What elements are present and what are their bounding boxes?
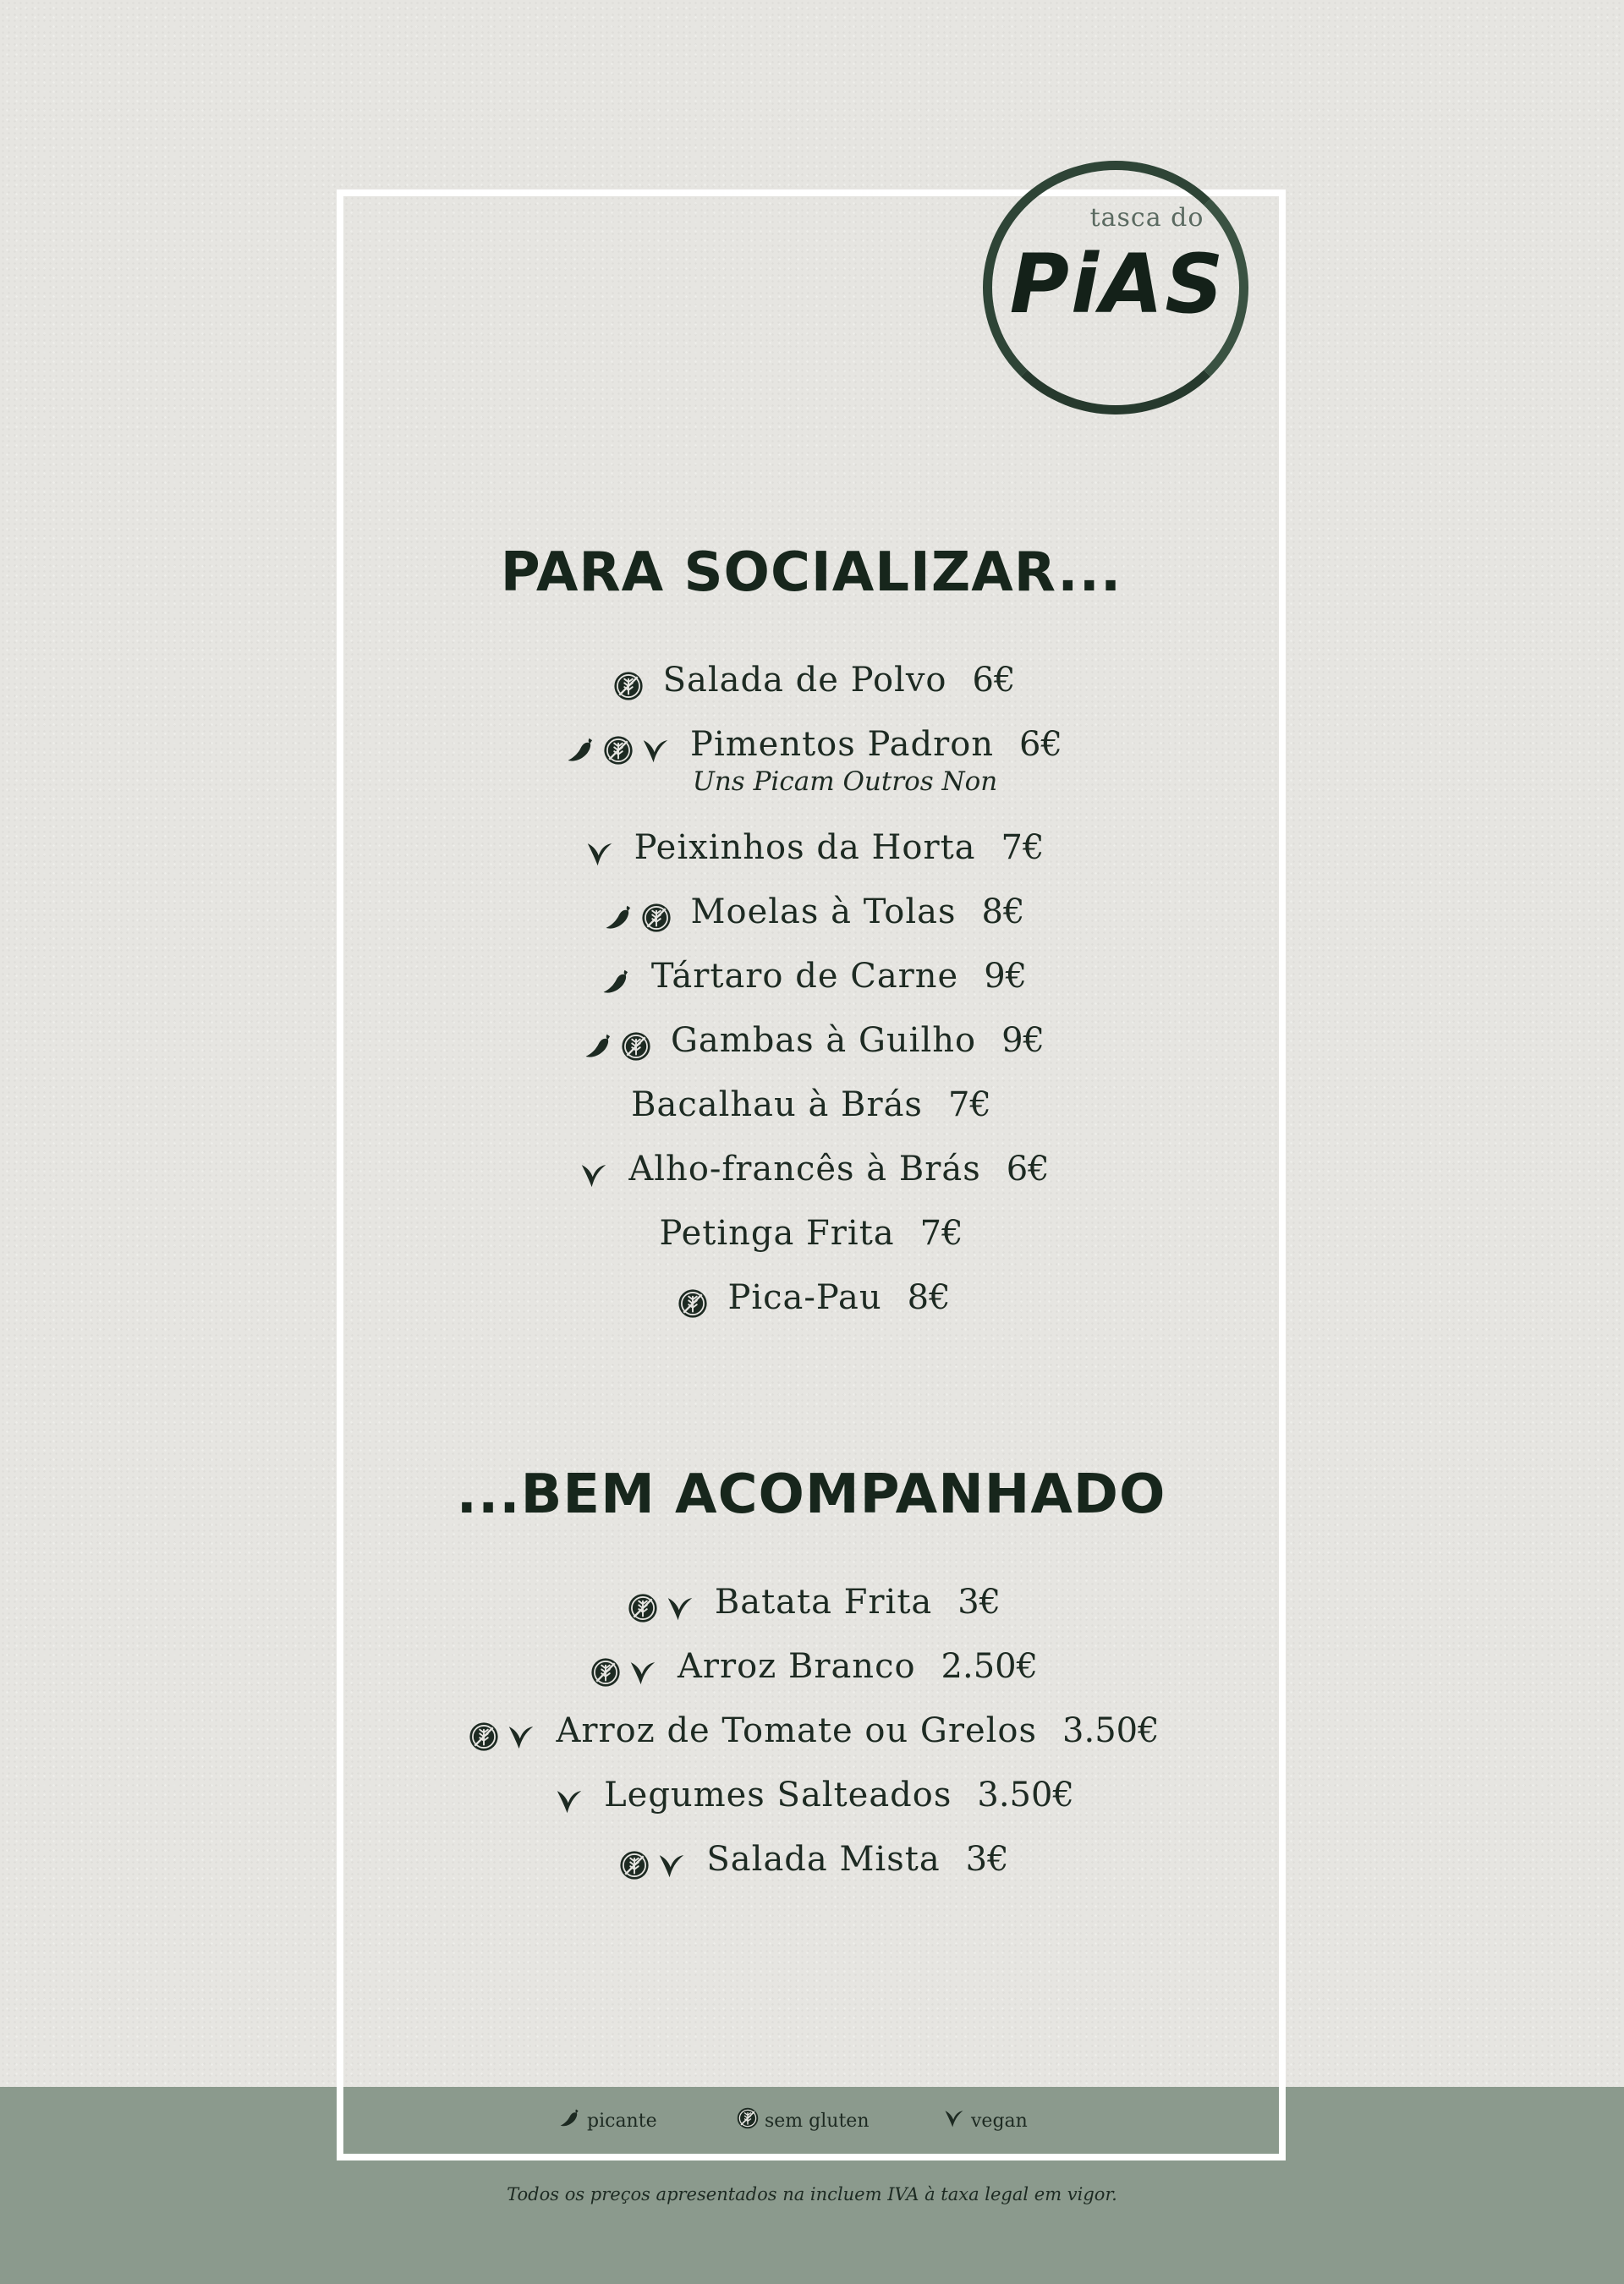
item-price: 6€ bbox=[1006, 1150, 1050, 1189]
legend-item-gluten-free bbox=[736, 2106, 869, 2135]
item-name: Arroz de Tomate ou Grelos bbox=[556, 1711, 1038, 1750]
item-price: 3.50€ bbox=[977, 1776, 1074, 1815]
legend-label: vegan bbox=[971, 2110, 1028, 2132]
item-price: 8€ bbox=[907, 1278, 951, 1317]
item-price: 2.50€ bbox=[941, 1647, 1039, 1686]
item-icons bbox=[598, 892, 672, 939]
item-icons bbox=[579, 827, 616, 875]
chili-pepper-icon bbox=[595, 960, 633, 999]
chili-pepper-icon bbox=[560, 728, 597, 767]
legend-label: sem gluten bbox=[765, 2110, 870, 2132]
item-icons bbox=[573, 1149, 610, 1196]
gluten-free-icon bbox=[613, 1843, 650, 1882]
vegan-leaf-icon bbox=[548, 1779, 585, 1818]
gluten-free-icon bbox=[597, 728, 634, 767]
menu-item bbox=[337, 953, 1286, 1003]
item-name: Bacalhau à Brás bbox=[631, 1085, 923, 1124]
menu-item bbox=[337, 1771, 1286, 1822]
menu-item bbox=[337, 1707, 1286, 1758]
gluten-free-icon bbox=[463, 1715, 500, 1754]
legend-label: picante bbox=[587, 2110, 657, 2132]
vegan-leaf-icon bbox=[942, 2114, 971, 2135]
menu-item bbox=[337, 1081, 1286, 1128]
item-note: Uns Picam Outros Non bbox=[692, 766, 998, 797]
item-price: 3.50€ bbox=[1062, 1711, 1160, 1750]
item-price: 3€ bbox=[965, 1840, 1009, 1879]
vegan-leaf-icon bbox=[659, 1586, 696, 1625]
item-name: Pica-Pau bbox=[727, 1278, 882, 1317]
item-name: Arroz Branco bbox=[677, 1647, 916, 1686]
section-title-socializar: PARA SOCIALIZAR... bbox=[500, 541, 1122, 604]
item-price: 7€ bbox=[1001, 828, 1045, 867]
chili-pepper-icon bbox=[598, 896, 635, 935]
item-price: 6€ bbox=[972, 661, 1016, 700]
menu-item bbox=[337, 1836, 1286, 1886]
item-name: Legumes Salteados bbox=[604, 1776, 952, 1815]
chili-pepper-icon bbox=[578, 1024, 615, 1063]
item-icons bbox=[613, 1839, 688, 1886]
item-price: 7€ bbox=[919, 1214, 963, 1253]
menu-item bbox=[337, 888, 1286, 939]
menu-item bbox=[337, 1145, 1286, 1196]
vegan-leaf-icon bbox=[650, 1843, 688, 1882]
section-title-acompanhado: ...BEM ACOMPANHADO bbox=[456, 1463, 1166, 1526]
menu-item bbox=[337, 824, 1286, 875]
legend-icon bbox=[942, 2106, 971, 2135]
legend-item-spicy bbox=[558, 2106, 657, 2135]
gluten-free-icon bbox=[584, 1650, 622, 1689]
gluten-free-icon bbox=[736, 2114, 765, 2135]
item-name: Salada de Polvo bbox=[662, 661, 947, 700]
item-name: Petinga Frita bbox=[659, 1214, 895, 1253]
item-name: Pimentos Padron bbox=[690, 725, 995, 764]
vegan-leaf-icon bbox=[573, 1153, 610, 1192]
gluten-free-icon bbox=[622, 1586, 659, 1625]
item-icons bbox=[578, 1020, 652, 1068]
item-name: Tártaro de Carne bbox=[650, 957, 959, 996]
legend-icon bbox=[736, 2106, 765, 2135]
gluten-free-icon bbox=[635, 896, 672, 935]
legend-item-vegan bbox=[942, 2106, 1028, 2135]
legend bbox=[337, 2106, 1286, 2140]
gluten-free-icon bbox=[615, 1024, 652, 1063]
item-name: Gambas à Guilho bbox=[670, 1021, 977, 1060]
item-price: 7€ bbox=[947, 1085, 991, 1124]
gluten-free-icon bbox=[607, 664, 645, 703]
item-icons bbox=[595, 956, 633, 1003]
item-name: Peixinhos da Horta bbox=[634, 828, 976, 867]
vegan-leaf-icon bbox=[634, 728, 672, 767]
item-icons bbox=[584, 1646, 659, 1694]
vegan-leaf-icon bbox=[500, 1715, 537, 1754]
menu-item bbox=[337, 1643, 1286, 1694]
item-price: 3€ bbox=[957, 1583, 1001, 1622]
item-name: Batata Frita bbox=[714, 1583, 933, 1622]
logo-small-text: tasca do bbox=[1089, 203, 1204, 233]
item-name: Moelas à Tolas bbox=[690, 892, 957, 931]
logo-big-text: PiAS bbox=[1009, 237, 1226, 332]
item-icons bbox=[622, 1582, 696, 1629]
menu-item bbox=[337, 1578, 1286, 1629]
gluten-free-icon bbox=[672, 1282, 709, 1320]
menu-item bbox=[337, 656, 1286, 707]
item-icons bbox=[463, 1710, 537, 1758]
vegan-leaf-icon bbox=[622, 1650, 659, 1689]
logo bbox=[978, 152, 1265, 431]
item-icons bbox=[607, 660, 645, 707]
legend-icon bbox=[558, 2106, 587, 2135]
menu-item bbox=[337, 1274, 1286, 1325]
item-price: 9€ bbox=[1001, 1021, 1045, 1060]
item-name: Alho-francês à Brás bbox=[628, 1150, 981, 1189]
item-name: Salada Mista bbox=[706, 1840, 941, 1879]
item-price: 8€ bbox=[981, 892, 1025, 931]
menu-item bbox=[337, 721, 1286, 771]
vegan-leaf-icon bbox=[579, 832, 616, 870]
chili-pepper-icon bbox=[558, 2114, 587, 2135]
item-icons bbox=[672, 1277, 709, 1325]
item-price: 9€ bbox=[984, 957, 1028, 996]
item-icons bbox=[560, 724, 672, 771]
menu-item bbox=[337, 1210, 1286, 1257]
menu-item bbox=[337, 1017, 1286, 1068]
price-disclaimer: Todos os preços apresentados na incluem IVA à taxa legal em vigor. bbox=[507, 2184, 1117, 2204]
item-price: 6€ bbox=[1019, 725, 1062, 764]
item-icons bbox=[548, 1775, 585, 1822]
